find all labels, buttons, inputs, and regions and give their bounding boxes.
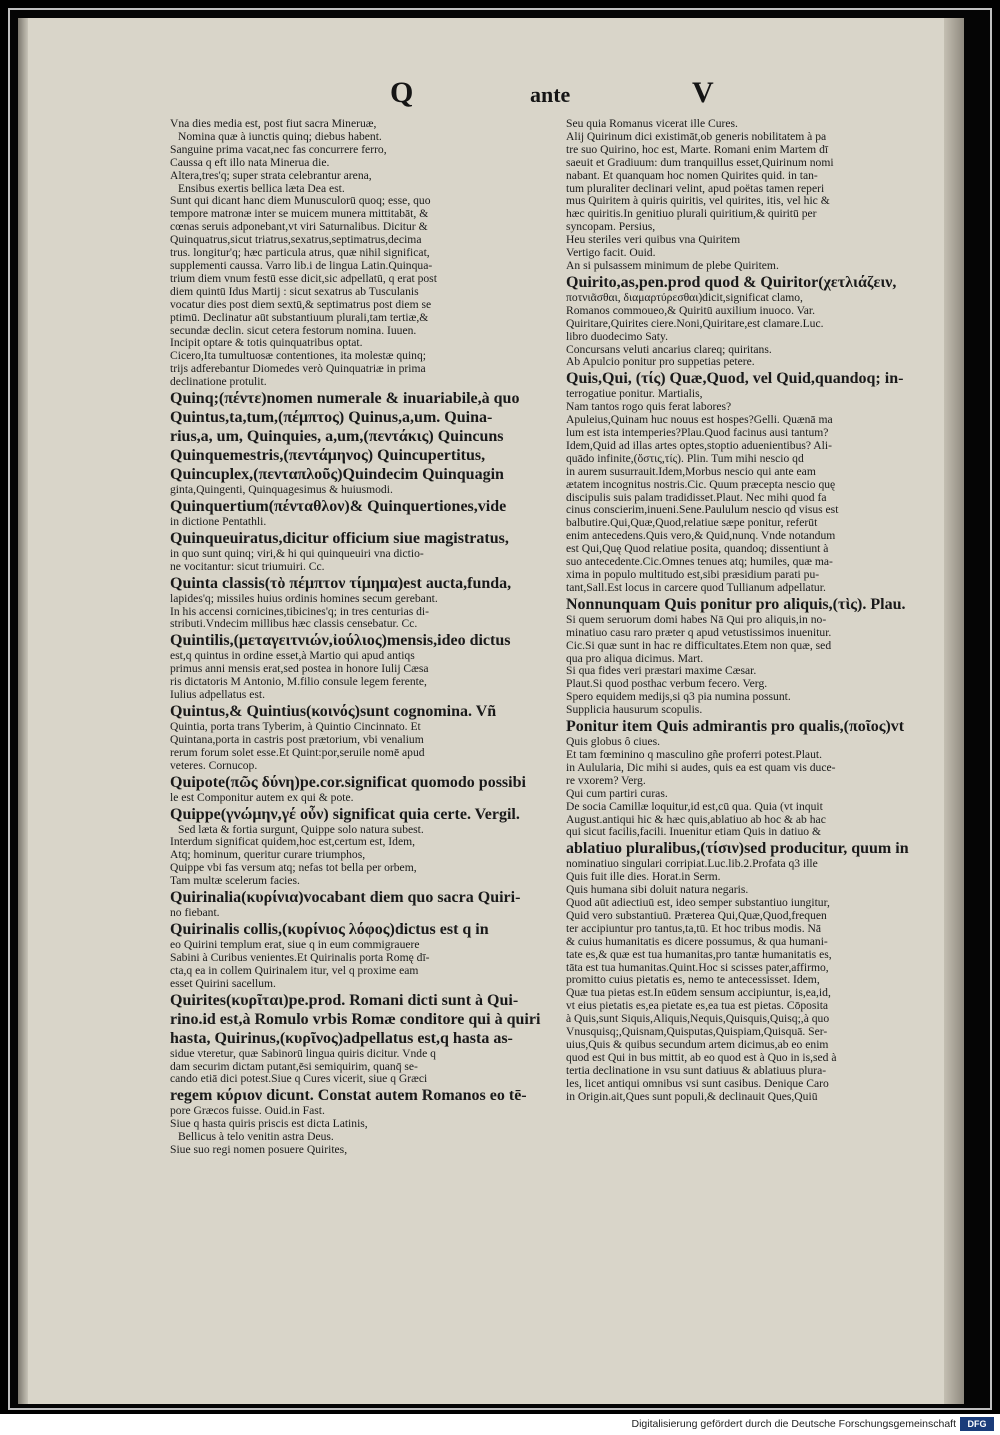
entry-headword-line: Quirites(κυρῖται)pe.prod. Romani dicti sunt à Qui- xyxy=(170,991,519,1009)
text-line: ginta,Quingenti, Quinquagesimus & huiusmodi. xyxy=(170,484,393,497)
digitization-footer xyxy=(0,1414,1000,1435)
entry-headword-line: Quintus,& Quintius(κοινός)sunt cognomina. Vñ xyxy=(170,703,497,720)
text-line: Vna dies media est, post fiut sacra Mineruæ, xyxy=(170,118,377,130)
text-line: in Origin.ait,Ques sunt populi,& declinauit Ques,Quiū xyxy=(566,1090,818,1103)
text-line: Heu steriles veri quibus vna Quiritem xyxy=(566,234,741,247)
entry-headword-line: Quis,Qui, (τίς) Quæ,Quod, vel Quid,quandoq; in- xyxy=(566,370,904,388)
text-line: pore Græcos fuisse. Ouid.in Fast. xyxy=(170,1105,325,1118)
text-line: August.antiqui hic & hæc quis,ablatiuo ab hoc & ab hac xyxy=(566,813,826,826)
text-line: rerum forum solet esse.Et Quint:por,seruile nomē apud xyxy=(170,746,425,759)
text-line: qui sicut facilis,facili. Inuenitur etiam Quis in datiuo & xyxy=(566,826,822,839)
entry-headword-line: Quirinalis collis,(κυρίνιος λόφος)dictus est q in xyxy=(170,920,489,938)
text-line: Vertigo facit. Ouid. xyxy=(566,247,656,260)
text-line: à Quis,sunt Siquis,Aliquis,Nequis,Quisquis,Quisq;,à quo xyxy=(566,1013,830,1026)
text-line: no fiebant. xyxy=(170,907,220,920)
text-line: Quintana,porta in castris post prætorium, vbi venalium xyxy=(170,733,424,746)
text-line: tum pluraliter declinari velint, apud poëtas tamen reperi xyxy=(566,182,825,195)
text-line: stributi.Vndecim millibus hæc classis censebatur. Cc. xyxy=(170,618,418,631)
text-line: hæc quiritis.In genitiuo plurali quiritium,& quiritū per xyxy=(566,208,817,221)
text-line: in Aulularia, Dic mihi si audes, quis ea est quam vis duce- xyxy=(566,761,836,774)
text-line: Alij Quirinum dici existimāt,ob generis nobilitatem à pa xyxy=(566,130,827,143)
text-line: nominatiuo singulari corripiat.Luc.lib.2.Profata q3 ille xyxy=(566,858,818,871)
text-line: promitto cuius pietatis es, nemo te antecessisset. Idem, xyxy=(566,974,820,987)
text-line: dam securim dictam putant,ēsi semiquirim, quanq̄ se- xyxy=(170,1060,418,1073)
text-line: est Qui,Quę Quod relatiue posita, quandoq; dissentiunt à xyxy=(566,543,829,556)
text-line: Sed læta & fortia surgunt, Quippe solo natura subest. xyxy=(178,823,424,836)
text-line: ptimū. Declinatur aūt substantiuum plurali,tam tertiæ,& xyxy=(170,311,429,324)
entry-headword-line: Ponitur item Quis admirantis pro qualis,(ποῖος)vt xyxy=(566,718,905,736)
text-line: ætatem incognitus nostris.Cic. Quum præcepta nescio quę xyxy=(566,478,836,491)
entry-headword-line: ablatiuo pluralibus,(τίσιν)sed producitur, quum in xyxy=(566,840,909,858)
text-line: cando etiā dici potest.Siue q Cures vicerit, siue q Græci xyxy=(170,1073,428,1086)
text-line: Seu quia Romanus vicerat ille Cures. xyxy=(566,118,738,130)
text-line: Supplicia hausurum scopulis. xyxy=(566,704,703,717)
text-line: enim antecedens.Quis vero,& Quid,nunq. Vnde notandum xyxy=(566,530,836,543)
text-line: Sanguine prima vacat,nec fas concurrere ferro, xyxy=(170,143,387,156)
entry-headword-line: Quincuplex,(πενταπλοῦς)Quindecim Quinquagin xyxy=(170,466,504,484)
text-line: Interdum significat quidem,hoc est,certum est, Idem, xyxy=(170,836,416,849)
text-line: Spero equidem medijs,si q3 pia numina possunt. xyxy=(566,691,791,704)
text-line: vt eius pietatis es,ea pietate es,ea tua est pietas. Cōposita xyxy=(566,1000,829,1013)
entry-headword-line: rius,a, um, Quinquies, a,um,(πεντάκις) Quincuns xyxy=(170,428,504,446)
entry-headword-line: rino.id est,à Romulo vrbis Romæ conditore qui à quiri xyxy=(170,1010,541,1028)
text-line: Sabini à Curibus venientes.Et Quirinalis porta Romę dī- xyxy=(170,951,430,964)
text-line: ποτνιᾶσθαι, διαμαρτύρεσθαι)dicit,significat clamo, xyxy=(566,291,803,304)
running-head-right: V xyxy=(692,76,714,109)
text-line: Quæ tua pietas est.In eūdem sensum accipiuntur, is,ea,id, xyxy=(566,987,831,1000)
text-line: cta,q ea in collem Quirinalem itur, vel q proxime eam xyxy=(170,964,419,977)
text-line: trium diem vnum festū esse dicit,sic adpellatū, q erat post xyxy=(170,272,437,285)
text-line: Quis humana sibi doluit natura negaris. xyxy=(566,884,749,897)
text-line: In his accensi cornicines,tibicines'q; in tres centurias di- xyxy=(170,605,430,618)
text-line: le est Componitur autem ex qui & pote. xyxy=(170,791,354,804)
entry-headword-line: regem κύριον dicunt. Constat autem Romanos eo tē- xyxy=(170,1087,527,1105)
entry-headword-line: Quirito,as,pen.prod quod & Quiritor(χετλιάζειν, xyxy=(566,273,897,291)
text-line: tāta est tua humanitas.Quint.Hoc si scisses pater,affirmo, xyxy=(566,961,829,974)
text-line: Nam tantos rogo quis ferat labores? xyxy=(566,401,732,414)
text-line: Qui cum partiri curas. xyxy=(566,787,668,800)
entry-headword-line: Quinta classis(τὸ πέμπτον τίμημα)est aucta,funda, xyxy=(170,574,512,592)
entry-headword-line: Quippe(γνώμην,γέ οὖν) significat quia certe. Vergil. xyxy=(170,805,520,823)
dfg-logo: DFG xyxy=(960,1417,994,1431)
text-line: balbutire.Qui,Quæ,Quod,relatiue sæpe ponitur, referūt xyxy=(566,517,818,530)
text-line: mus Quiritem à quiris quiritis, vel quirites, itis, vel hic & xyxy=(566,195,830,208)
text-line: De socia Camillæ loquitur,id est,cū qua. Quia (vt inquit xyxy=(566,800,823,813)
text-line: terrogatiue ponitur. Martialis, xyxy=(566,388,703,401)
text-line: re vxorem? Verg. xyxy=(566,774,646,787)
text-line: Si quem seruorum domi habes Nā Qui pro aliquis,in no- xyxy=(566,613,827,626)
running-head-left: Q xyxy=(390,76,414,109)
text-line: Et tam fœminino q masculino gñe proferri potest.Plaut. xyxy=(566,748,822,761)
text-line: Cicero,Ita tumultuosæ contentiones, ita molestæ quinq; xyxy=(170,350,426,363)
text-line: declinatione protulit. xyxy=(170,376,267,389)
text-line: Plaut.Si quod posthac verbum fecero. Verg. xyxy=(566,678,768,691)
text-line: lapides'q; missiles huius ordinis homines secum gerebant. xyxy=(170,592,438,605)
text-line: sidue vteretur, quæ Sabinorū lingua quiris dicitur. Vnde q xyxy=(170,1047,436,1060)
entry-headword-line: Quintilis,(μεταγειτνιών,ἰούλιος)mensis,ideo dictus xyxy=(170,632,511,650)
text-line: supplementi caussa. Varro lib.i de lingua Latin.Quinqua- xyxy=(170,259,433,272)
entry-headword-line: hasta, Quirinus,(κυρῖνος)adpellatus est,q hasta as- xyxy=(170,1029,513,1047)
text-line: Si qua fides veri præstari maxime Cæsar. xyxy=(566,665,757,678)
text-line: est,q quintus in ordine esset,à Martio qui apud antiqs xyxy=(170,650,415,663)
text-line: & cuius humanitatis es dicere possumus, & qua humani- xyxy=(566,935,828,948)
entry-headword-line: Quintus,ta,tum,(πέμπτος) Quinus,a,um. Quina- xyxy=(170,409,493,427)
text-line: cinus conscierim,inueni.Sene.Paululum nescio qd visus est xyxy=(566,504,839,517)
text-line: in quo sunt quinq; viri,& hi qui quinqueuiri vna dictio- xyxy=(170,547,424,560)
entry-headword-line: Quinq;(πέντε)nomen numerale & inuariabile,à quo xyxy=(170,390,520,408)
entry-headword-line: Quinquemestris,(πεντάμηνος) Quincupertitus, xyxy=(170,447,486,465)
text-line: Romanos commoueo,& Quiritū auxilium inuoco. Var. xyxy=(566,304,816,317)
page-gutter xyxy=(18,18,28,1404)
text-line: secundæ declin. sicut cetera festorum nomina. Iuuen. xyxy=(170,324,417,337)
text-line: Quinquatrus,sicut triatrus,sexatrus,septimatrus,decima xyxy=(170,234,422,247)
text-line: in aurem susurrauit.Idem,Morbus nescio qui ante eam xyxy=(566,465,816,478)
text-line: Concursans veluti ancarius clareq; quiritans. xyxy=(566,343,772,356)
text-line: Quis globus ô ciues. xyxy=(566,736,661,749)
text-line: Siue suo regi nomen posuere Quirites, xyxy=(170,1144,348,1157)
text-line: suo antecedente.Cic.Omnes tenues atq; humiles, quæ ma- xyxy=(566,556,833,569)
text-line: tre suo Quirino, hoc est, Marte. Romani enim Martem dī xyxy=(566,143,829,156)
text-line: Quintia, porta trans Tyberim, à Quintio Cincinnato. Et xyxy=(170,721,421,733)
text-line: Cic.Si quæ sunt in hac re difficultates.Etem non quæ, sed xyxy=(566,639,832,652)
text-line: vocatur dies post diem sextū,& septimatrus post diem se xyxy=(170,298,432,311)
left-text-column xyxy=(170,118,574,1157)
text-line: xima in populo multitudo est,sibi præsidium parati pu- xyxy=(566,569,820,581)
text-line: eo Quirini templum erat, siue q in eum commigrauere xyxy=(170,938,420,951)
running-head xyxy=(18,76,964,116)
entry-headword-line: Quirinalia(κυρίνια)vocabant diem quo sacra Quiri- xyxy=(170,889,521,907)
text-line: Ab Apulcio ponitur pro suppetias petere. xyxy=(566,356,755,369)
text-line: les, licet antiqui omnibus vsi sunt casibus. Denique Caro xyxy=(566,1077,829,1090)
entry-headword-line: Quinqueuiratus,dicitur officium siue magistratus, xyxy=(170,529,509,547)
text-line: quod est Qui in bus mittit, ab eo quod est à Quo in is,sed à xyxy=(566,1051,837,1064)
text-line: primus anni mensis erat,sed postea in honore Iulij Cæsa xyxy=(170,663,429,676)
text-line: in dictione Pentathli. xyxy=(170,515,267,528)
text-line: esset Quirini sacellum. xyxy=(170,977,276,990)
text-line: tempore matronæ inter se muicem munera mittitabāt, & xyxy=(170,208,429,221)
text-line: Quis fuit ille dies. Horat.in Serm. xyxy=(566,871,721,884)
text-line: lum est ista intemperies?Plau.Quod facinus ausi tantum? xyxy=(566,427,829,440)
text-line: diem quintū Idus Martij : sicut sexatrus ab Tusculanis xyxy=(170,285,419,298)
text-line: saeuit et Gradiuum: dum tranquillus esset,Quirinum nomi xyxy=(566,156,834,169)
text-line: libro duodecimo Saty. xyxy=(566,330,668,343)
text-line: quādo infinite,(ὅστις,τίς). Plin. Tum mihi nescio qd xyxy=(566,452,804,465)
text-line: Siue q hasta quiris priscis est dicta Latinis, xyxy=(170,1118,368,1131)
text-line: trijs adferebantur Diomedes verò Quinquatriæ in prima xyxy=(170,363,426,376)
book-page xyxy=(18,18,964,1404)
text-line: Nomina quæ à iunctis quinq; diebus habent. xyxy=(178,130,382,143)
text-line: Quid vero substantiuū. Præterea Qui,Quæ,Quod,frequen xyxy=(566,909,827,922)
text-line: Ensibus exertis bellica læta Dea est. xyxy=(178,182,345,195)
text-line: Apuleius,Quinam huc nouus est hospes?Gelli. Quænā ma xyxy=(566,414,833,427)
text-line: minatiuo casu raro præter q apud vetustissimos inuenitur. xyxy=(566,626,832,639)
text-line: Bellicus à telo venitin astra Deus. xyxy=(178,1131,334,1144)
text-line: Caussa q eft illo nata Minerua die. xyxy=(170,156,330,169)
footer-credit: Digitalisierung gefördert durch die Deutsche Forschungsgemeinschaft xyxy=(631,1418,956,1430)
text-line: ne vocitantur: sicut triumuiri. Cc. xyxy=(170,560,325,573)
entry-headword-line: Nonnunquam Quis ponitur pro aliquis,(τὶς). Plau. xyxy=(566,595,906,613)
text-line: tant,Sall.Est locus in carcere quod Tullianum adpellatur. xyxy=(566,581,826,594)
text-line: tertia declinatione in vsu sunt datiuus & ablatiuus plura- xyxy=(566,1064,827,1077)
text-line: nabant. Et quanquam hoc nomen Quirites quid. in tan- xyxy=(566,169,818,182)
text-line: Atq; hominum, queritur curare triumphos, xyxy=(170,849,366,862)
entry-headword-line: Quinquertium(πένταθλον)& Quinquertiones,vide xyxy=(170,497,507,515)
text-line: qua pro aliqua dicimus. Mart. xyxy=(566,652,704,665)
running-head-middle: ante xyxy=(530,82,571,107)
text-line: Incipit optare & totis quinquatribus optat. xyxy=(170,337,363,350)
text-line: syncopam. Persius, xyxy=(566,221,656,234)
text-line: Iulius adpellatus est. xyxy=(170,689,265,702)
text-line: Sunt qui dicant hanc diem Munusculorū quoq; esse, quo xyxy=(170,195,431,208)
text-line: Vnusquisq;,Quisnam,Quisputas,Quispiam,Quisquā. Ser- xyxy=(566,1026,828,1039)
text-line: Quiritare,Quirites ciere.Noni,Quiritare,est clamare.Luc. xyxy=(566,317,824,330)
entry-headword-line: Quipote(πῶς δύνη)pe.cor.significat quomodo possibi xyxy=(170,773,526,791)
text-line: cœnas seruis adponebant,vt viri Saturnalibus. Dicitur & xyxy=(170,221,428,234)
text-line: An si pulsassem minimum de plebe Quiritem. xyxy=(566,259,779,272)
text-line: Quod aūt adiectiuū est, ideo semper substantiuo iungitur, xyxy=(566,897,830,910)
text-line: discipulis suis palam tradidisset.Plaut. Nec mihi quod fa xyxy=(566,491,827,504)
text-line: Tam multæ scelerum facies. xyxy=(170,875,300,888)
right-text-column xyxy=(566,118,964,1104)
text-line: Idem,Quid ad illas artes optes,stoptio aduenientibus? Ali- xyxy=(566,439,832,452)
text-line: veteres. Cornucop. xyxy=(170,759,258,772)
text-line: ter accipiuntur pro tantus,ta,tū. Et hoc tribus modis. Nā xyxy=(566,922,822,935)
text-line: ris dictatoris M Antonio, M.filio consule legem ferente, xyxy=(170,676,427,689)
text-line: trus. longitur'q; hæc particula atrus, quæ nihil significat, xyxy=(170,247,430,260)
text-line: Altera,tres'q; super strata celebrantur arena, xyxy=(170,169,372,182)
text-line: uius,Quis & quibus secundum artem dicimus,ab eo enim xyxy=(566,1039,829,1051)
text-line: tate es,& quæ est tua humanitas,pro tantæ humanitatis es, xyxy=(566,948,832,961)
text-line: Quippe vbi fas versum atq; nefas tot bella per orbem, xyxy=(170,862,417,875)
